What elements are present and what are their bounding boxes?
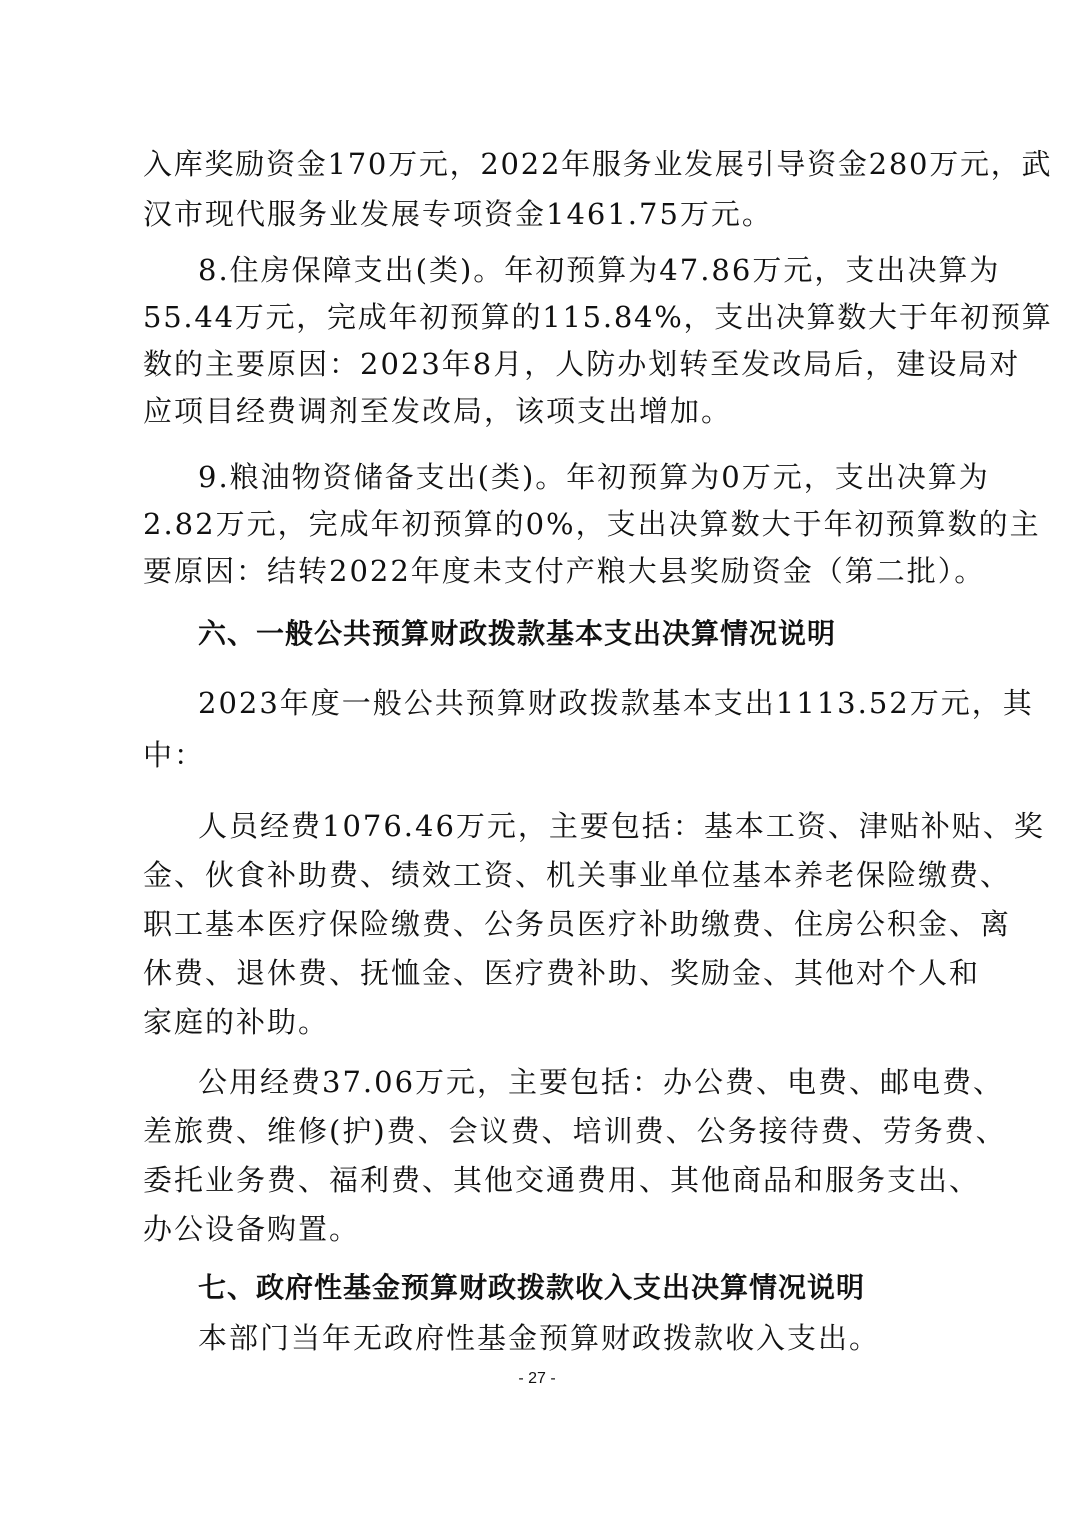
personnel-line-4: 休费、退休费、抚恤金、医疗费补助、奖励金、其他对个人和 [143, 956, 981, 990]
public-line-2: 差旅费、维修(护)费、会议费、培训费、公务接待费、劳务费、 [143, 1114, 1007, 1148]
item9-line-2: 2.82万元，完成年初预算的0%，支出决算数大于年初预算数的主 [143, 507, 1041, 541]
item8-line-4: 应项目经费调剂至发改局，该项支出增加。 [143, 394, 733, 428]
continuation-line-1: 入库奖励资金170万元，2022年服务业发展引导资金280万元，武 [143, 147, 1053, 181]
section-6-heading: 六、一般公共预算财政拨款基本支出决算情况说明 [198, 617, 837, 650]
public-line-3: 委托业务费、福利费、其他交通费用、其他商品和服务支出、 [143, 1163, 981, 1197]
item8-line-3: 数的主要原因：2023年8月，人防办划转至发改局后，建设局对 [143, 347, 1021, 381]
personnel-line-2: 金、伙食补助费、绩效工资、机关事业单位基本养老保险缴费、 [143, 858, 1012, 892]
page-number: - 27 - [518, 1370, 556, 1387]
item9-line-3: 要原因：结转2022年度未支付产粮大县奖励资金（第二批）。 [143, 554, 986, 588]
basic-total-line-1: 2023年度一般公共预算财政拨款基本支出1113.52万元，其 [198, 686, 1034, 720]
fund-line-1: 本部门当年无政府性基金预算财政拨款收入支出。 [198, 1321, 881, 1355]
public-line-1: 公用经费37.06万元，主要包括：办公费、电费、邮电费、 [198, 1065, 1005, 1099]
personnel-line-3: 职工基本医疗保险缴费、公务员医疗补助缴费、住房公积金、离 [143, 907, 1012, 941]
personnel-line-1: 人员经费1076.46万元，主要包括：基本工资、津贴补贴、奖 [198, 809, 1045, 843]
section-7-heading: 七、政府性基金预算财政拨款收入支出决算情况说明 [198, 1271, 866, 1304]
item9-line-1: 9.粮油物资储备支出(类)。年初预算为0万元，支出决算为 [198, 460, 990, 494]
item8-line-1: 8.住房保障支出(类)。年初预算为47.86万元，支出决算为 [198, 253, 1001, 287]
public-line-4: 办公设备购置。 [143, 1212, 361, 1246]
continuation-line-2: 汉市现代服务业发展专项资金1461.75万元。 [143, 197, 773, 231]
basic-total-line-2: 中： [143, 738, 206, 772]
item8-line-2: 55.44万元，完成年初预算的115.84%，支出决算数大于年初预算 [143, 300, 1053, 334]
personnel-line-5: 家庭的补助。 [143, 1005, 330, 1039]
